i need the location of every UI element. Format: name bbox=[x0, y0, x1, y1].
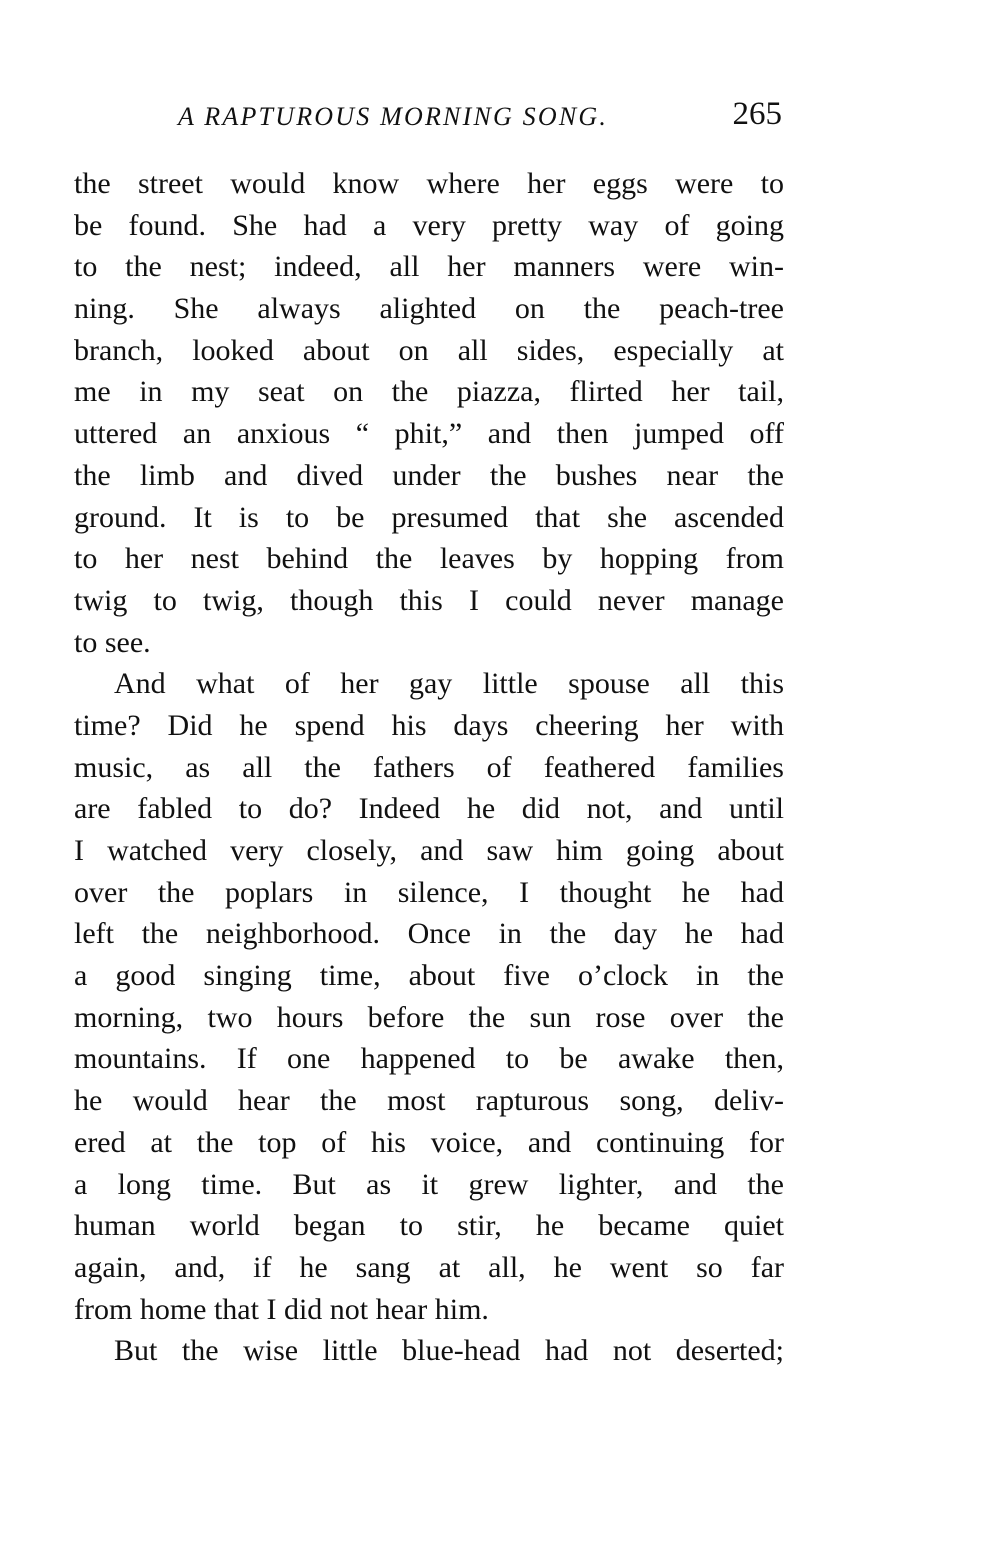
text-line: to the nest; indeed, all her manners were win- bbox=[74, 250, 784, 284]
text-line: twig to twig, though this I could never manage bbox=[74, 583, 784, 617]
running-head bbox=[74, 96, 784, 146]
chapter-running-title: A RAPTUROUS MORNING SONG. bbox=[178, 102, 609, 131]
paragraph-first-line: But the wise little blue-head had not deserted; bbox=[114, 1334, 784, 1368]
text-line: music, as all the fathers of feathered families bbox=[74, 750, 784, 784]
text-line: human world began to stir, he became quiet bbox=[74, 1209, 784, 1243]
text-line: ered at the top of his voice, and continuing for bbox=[74, 1125, 784, 1159]
text-line: uttered an anxious “ phit,” and then jumped off bbox=[74, 417, 784, 451]
text-line: a good singing time, about five o’clock in the bbox=[74, 959, 784, 993]
text-line: again, and, if he sang at all, he went so far bbox=[74, 1250, 784, 1284]
text-line: over the poplars in silence, I thought he had bbox=[74, 875, 784, 909]
text-line: he would hear the most rapturous song, deliv- bbox=[74, 1084, 784, 1118]
text-line: from home that I did not hear him. bbox=[74, 1292, 489, 1326]
text-line: are fabled to do? Indeed he did not, and until bbox=[74, 792, 784, 826]
text-line: ning. She always alighted on the peach-tree bbox=[74, 292, 784, 326]
text-line: I watched very closely, and saw him going about bbox=[74, 834, 784, 867]
text-line: mountains. If one happened to be awake then, bbox=[74, 1042, 784, 1076]
text-line: left the neighborhood. Once in the day he had bbox=[74, 917, 784, 951]
text-line: the street would know where her eggs were to bbox=[74, 167, 784, 200]
text-line: time? Did he spend his days cheering her with bbox=[74, 708, 784, 742]
text-line: to see. bbox=[74, 625, 151, 659]
text-line: to her nest behind the leaves by hopping from bbox=[74, 542, 784, 576]
text-line: morning, two hours before the sun rose over the bbox=[74, 1000, 784, 1034]
text-line: branch, looked about on all sides, especially at bbox=[74, 333, 784, 367]
text-line: a long time. But as it grew lighter, and the bbox=[74, 1167, 784, 1201]
text-line: the limb and dived under the bushes near the bbox=[74, 458, 784, 492]
text-line: be found. She had a very pretty way of going bbox=[74, 208, 784, 242]
text-line: ground. It is to be presumed that she ascended bbox=[74, 500, 784, 534]
text-line: me in my seat on the piazza, flirted her tail, bbox=[74, 375, 784, 409]
page-number: 265 bbox=[732, 96, 782, 132]
paragraph-first-line: And what of her gay little spouse all this bbox=[114, 667, 784, 701]
body-text bbox=[74, 163, 784, 1372]
